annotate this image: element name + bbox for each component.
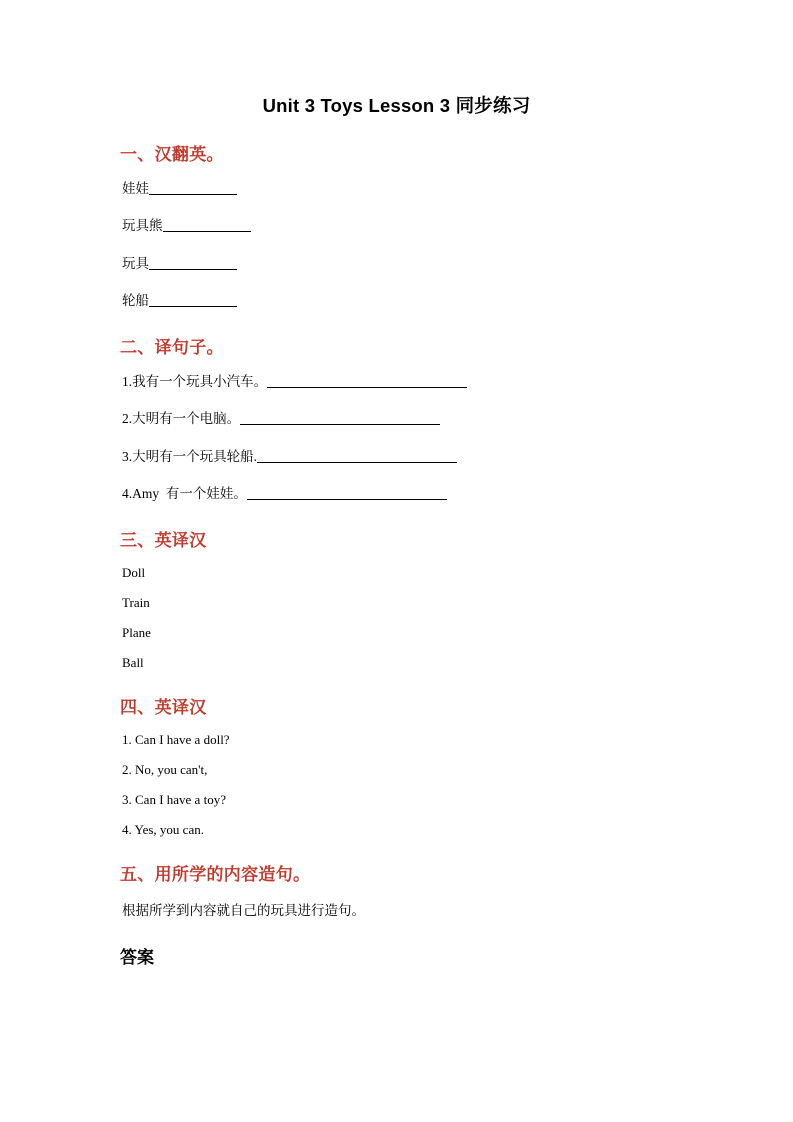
answer-blank[interactable]	[163, 218, 251, 233]
exercise-text: 4.Amy 有一个娃娃。	[122, 485, 247, 501]
exercise-item	[120, 216, 673, 236]
exercise-text: 2.大明有一个电脑。	[122, 411, 241, 427]
vocab-item: Doll	[122, 565, 146, 580]
section-heading-5: 五、用所学的内容造句。	[120, 865, 311, 884]
exercise-item	[120, 291, 673, 311]
exercise-text: 1.我有一个玩具小汽车。	[122, 374, 268, 389]
answer-blank[interactable]	[257, 448, 457, 463]
sentence-item: 3. Can I have a toy?	[122, 792, 226, 807]
section-heading-1: 一、汉翻英。	[120, 145, 224, 164]
exercise-item	[120, 372, 673, 392]
answer-blank[interactable]	[247, 485, 447, 500]
exercise-text: 轮船	[122, 292, 149, 308]
exercise-text: 3.大明有一个玩具轮船.	[122, 448, 257, 464]
sentence-item: 4. Yes, you can.	[122, 822, 204, 837]
vocab-item: Train	[122, 595, 150, 610]
answer-blank[interactable]	[149, 181, 237, 196]
vocab-item: Plane	[122, 625, 151, 640]
page-title: Unit 3 Toys Lesson 3 同步练习	[262, 95, 531, 116]
exercise-item	[120, 484, 673, 504]
answer-heading: 答案	[120, 948, 154, 967]
sentence-item: 2. No, you can't,	[122, 762, 208, 777]
vocab-item: Ball	[122, 655, 144, 670]
exercise-item	[120, 447, 673, 467]
exercise-item	[120, 254, 673, 274]
answer-blank[interactable]	[149, 255, 237, 270]
section-heading-4: 四、英译汉	[120, 698, 207, 717]
answer-blank[interactable]	[267, 374, 467, 389]
exercise-text: 娃娃	[122, 181, 149, 196]
answer-blank[interactable]	[149, 292, 237, 307]
sentence-item: 1. Can I have a doll?	[122, 732, 230, 747]
exercise-text: 玩具熊	[122, 218, 163, 234]
exercise-text: 玩具	[122, 255, 149, 271]
exercise-item	[120, 179, 673, 199]
instruction-text: 根据所学到内容就自己的玩具进行造句。	[122, 903, 365, 918]
answer-blank[interactable]	[240, 411, 440, 426]
section-heading-3: 三、英译汉	[120, 531, 207, 550]
exercise-item	[120, 409, 673, 429]
section-heading-2: 二、译句子。	[120, 338, 224, 357]
